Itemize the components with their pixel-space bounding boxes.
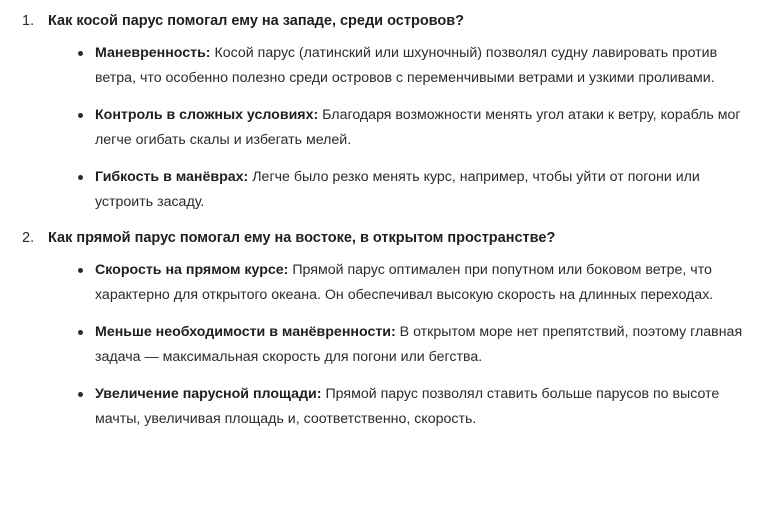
question-heading: Как косой парус помогал ему на западе, среди островов? (48, 13, 465, 29)
bullet-text: Прямой парус оптимален при попутном или боковом ветре, что характерно для открытого океана. Он обеспечивал высокую скорость на длинных переходах. (95, 262, 714, 303)
list-item (14, 227, 759, 432)
list-item (78, 382, 759, 432)
bullet-text: В открытом море нет препятствий, поэтому главная задача — максимальная скорость для погони или бегства. (95, 324, 743, 365)
list-item (78, 41, 759, 91)
bullet-text: Легче было резко менять курс, например, чтобы уйти от погони или устроить засаду. (95, 169, 700, 210)
list-item (78, 258, 759, 308)
bullet-label: Скорость на прямом курсе: (95, 262, 289, 278)
bullet-list (48, 258, 759, 432)
question-list (14, 10, 759, 432)
list-item-number: 2. (22, 230, 35, 246)
bullet-label: Маневренность: (95, 45, 211, 61)
bullet-text: Косой парус (латинский или шхуночный) позволял судну лавировать против ветра, что особенно полезно среди островов с переменчивыми ветрами и узкими проливами. (95, 45, 718, 86)
bullet-label: Контроль в сложных условиях: (95, 107, 319, 123)
bullet-list (48, 41, 759, 215)
bullet-text: Прямой парус позволял ставить больше парусов по высоте мачты, увеличивая площадь и, соответственно, скорость. (95, 386, 720, 427)
list-item-number: 1. (22, 13, 35, 29)
question-heading: Как прямой парус помогал ему на востоке, в открытом пространстве? (48, 230, 556, 246)
list-item (14, 10, 759, 215)
bullet-label: Меньше необходимости в манёвренности: (95, 324, 396, 340)
bullet-label: Гибкость в манёврах: (95, 169, 249, 185)
list-item (78, 165, 759, 215)
list-item (78, 320, 759, 370)
list-item (78, 103, 759, 153)
bullet-text: Благодаря возможности менять угол атаки к ветру, корабль мог легче огибать скалы и избегать мелей. (95, 107, 741, 148)
bullet-label: Увеличение парусной площади: (95, 386, 322, 402)
